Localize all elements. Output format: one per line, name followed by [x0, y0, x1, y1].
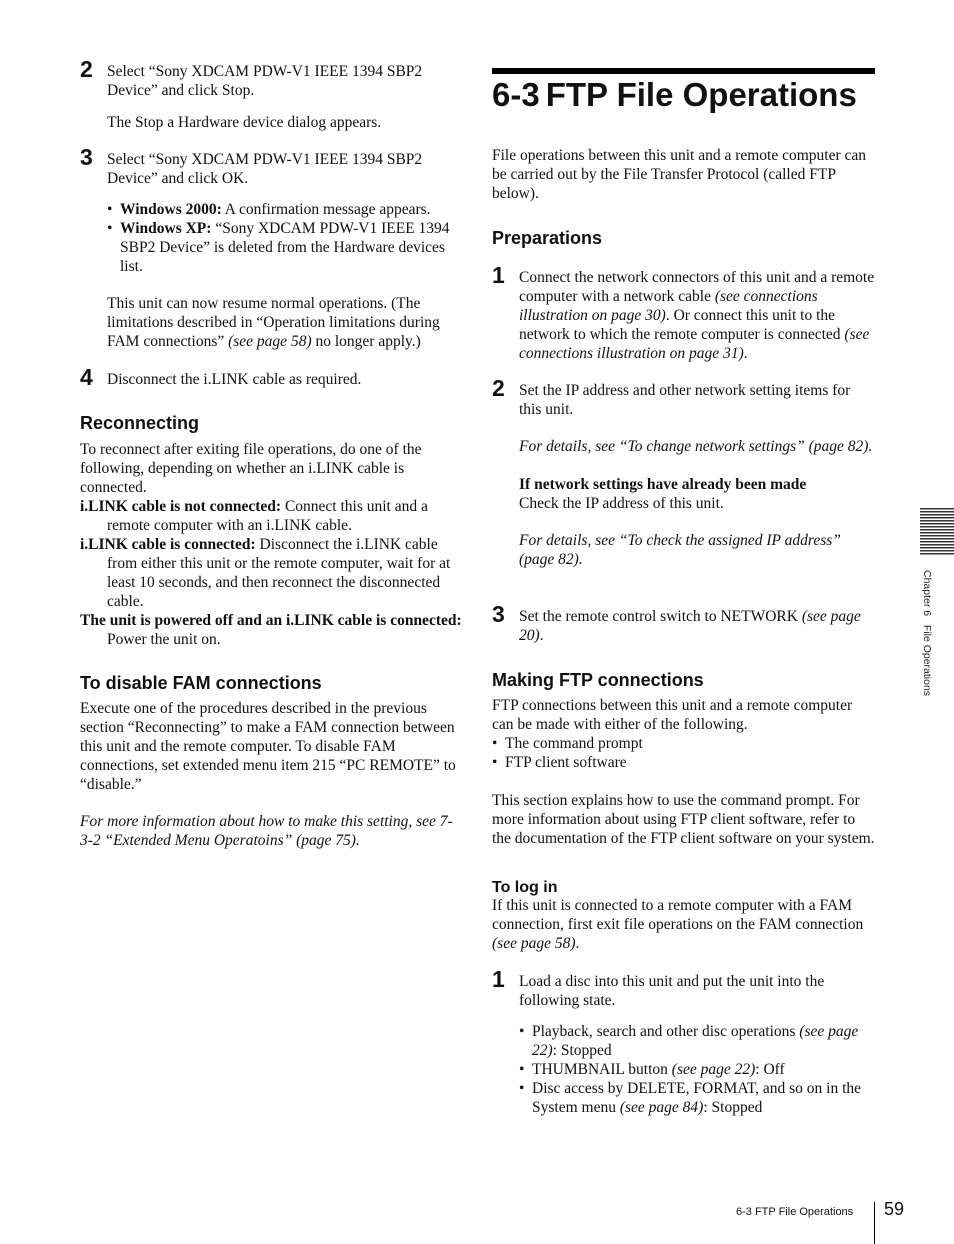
step-text: Disconnect the i.LINK cable as required.	[107, 371, 362, 388]
footer-divider	[874, 1202, 875, 1244]
login-text: If this unit is connected to a remote computer with a FAM connection, first exit file operations on the FAM connection (see page 58).	[492, 897, 864, 952]
section-intro: File operations between this unit and a remote computer can be carried out by the File Transfer Protocol (called FTP below).	[492, 147, 867, 202]
disable-block	[80, 699, 465, 850]
making-intro: FTP connections between this unit and a remote computer can be made with either of the following.	[492, 697, 853, 733]
step-note: For details, see “To check the assigned IP address” (page 82).	[519, 532, 841, 568]
reconnect-case: The unit is powered off and an i.LINK cable is connected: Power the unit on.	[80, 612, 462, 648]
step-number: 3	[80, 144, 93, 170]
step-number: 3	[492, 601, 505, 627]
step-text: Select “Sony XDCAM PDW-V1 IEEE 1394 SBP2 Device” and click Stop.	[107, 63, 423, 99]
step-text: Select “Sony XDCAM PDW-V1 IEEE 1394 SBP2 Device” and click OK.	[107, 151, 423, 187]
disable-text: Execute one of the procedures described in the previous section “Reconnecting” to make a FAM connection between this unit and the remote computer. To disable FAM connections, set extended menu item 215 “PC REMOTE” to “disable.”	[80, 700, 456, 793]
making-heading: Making FTP connections	[492, 670, 704, 690]
step-number: 2	[80, 56, 93, 82]
making-block	[492, 696, 875, 848]
login-heading: To log in	[492, 879, 558, 896]
step-note: For details, see “To change network settings” (page 82).	[519, 438, 873, 455]
disable-heading: To disable FAM connections	[80, 673, 322, 693]
list-item: • The command prompt	[492, 734, 875, 753]
section-number: 6-3	[492, 76, 540, 113]
resume-text: This unit can now resume normal operations. (The limitations described in “Operation limitations during FAM connections” (see page 58) no longer apply.)	[107, 295, 440, 350]
chapter-tab-marker	[920, 508, 954, 556]
preparations-heading: Preparations	[492, 228, 603, 248]
section-title-text: FTP File Operations	[545, 76, 857, 113]
page-number: 59	[884, 1199, 905, 1219]
step-2-block	[107, 62, 462, 132]
disable-note: For more information about how to make this setting, see 7-3-2 “Extended Menu Operatoins” (page 75).	[80, 813, 453, 849]
reconnecting-block	[80, 440, 465, 649]
making-explain: This section explains how to use the command prompt. For more information about using FTP client software, refer to the documentation of the FTP client software on your system.	[492, 792, 875, 847]
prep-step-1: Connect the network connectors of this unit and a remote computer with a network cable (see connections illustration on page 30). Or connect this unit to the network to which the remote computer is connected (see connections illustration on page 31).	[519, 269, 875, 362]
prep-step-2	[519, 381, 875, 569]
step-number: 2	[492, 375, 505, 401]
section-rule	[492, 68, 875, 74]
reconnecting-heading: Reconnecting	[80, 413, 200, 433]
step-text: Check the IP address of this unit.	[519, 495, 724, 512]
list-item: • Windows 2000: A confirmation message appears.	[107, 200, 462, 219]
reconnecting-intro: To reconnect after exiting file operations, do one of the following, depending on whether an i.LINK cable is connected.	[80, 441, 422, 496]
method-list	[492, 734, 875, 772]
step-result: The Stop a Hardware device dialog appears.	[107, 114, 382, 131]
step-number: 1	[492, 262, 505, 288]
step-text: Set the IP address and other network setting items for this unit.	[519, 382, 851, 418]
prep-step-3: Set the remote control switch to NETWORK (see page 20).	[519, 608, 861, 644]
reconnect-case: i.LINK cable is not connected: Connect this unit and a remote computer with an i.LINK cable.	[80, 498, 428, 534]
login-step-1	[519, 972, 875, 1117]
list-item: • Disc access by DELETE, FORMAT, and so on in the System menu (see page 84): Stopped	[519, 1079, 875, 1117]
side-tab	[920, 570, 934, 720]
list-item: • FTP client software	[492, 753, 875, 772]
section-title	[492, 76, 857, 114]
list-item: • THUMBNAIL button (see page 22): Off	[519, 1060, 875, 1079]
step-number: 4	[80, 364, 93, 390]
os-list	[107, 200, 462, 276]
side-tab-label: Chapter 6 File Operations	[921, 570, 933, 697]
step-text: Load a disc into this unit and put the unit into the following state.	[519, 973, 825, 1009]
step-subheading: If network settings have already been made	[519, 476, 807, 493]
list-item: • Playback, search and other disc operations (see page 22): Stopped	[519, 1022, 875, 1060]
list-item: • Windows XP: “Sony XDCAM PDW-V1 IEEE 1394 SBP2 Device” is deleted from the Hardware devices list.	[107, 219, 462, 276]
step-number: 1	[492, 966, 505, 992]
footer-label: 6-3 FTP File Operations	[736, 1206, 854, 1218]
step-3-block	[107, 150, 462, 351]
state-list	[519, 1022, 875, 1117]
reconnect-case: i.LINK cable is connected: Disconnect the i.LINK cable from either this unit or the remote computer, wait for at least 10 seconds, and then reconnect the disconnected cable.	[80, 536, 451, 610]
